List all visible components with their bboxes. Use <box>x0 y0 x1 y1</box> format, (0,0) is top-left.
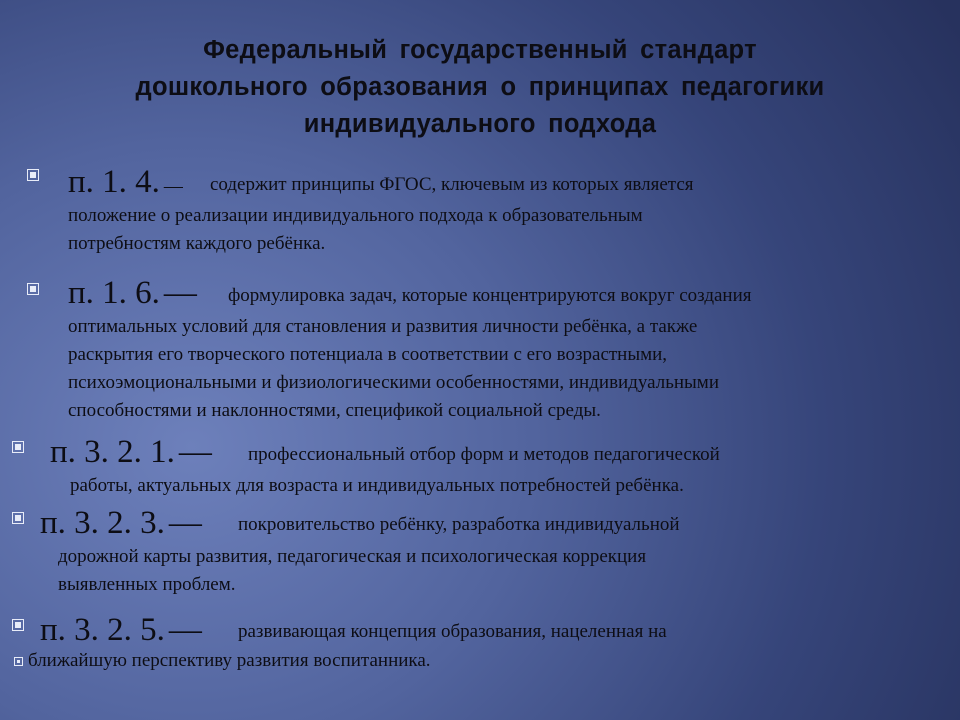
title-line: индивидуального подхода <box>303 110 657 138</box>
item-text-line: профессиональный отбор форм и методов педагогической <box>248 444 720 465</box>
item-reference: п. 3. 2. 5. <box>40 612 165 648</box>
item-text-line: развивающая концепция образования, нацеленная на <box>238 621 667 642</box>
square-bullet-icon <box>14 657 23 666</box>
square-bullet-icon <box>12 512 24 524</box>
square-bullet-icon <box>12 619 24 631</box>
item-reference: п. 3. 2. 1. <box>50 434 175 470</box>
item-text-line: способностями и наклонностями, спецификой социальной среды. <box>68 400 601 421</box>
item-text-line: работы, актуальных для возраста и индивидуальных потребностей ребёнка. <box>70 475 684 496</box>
square-bullet-icon <box>12 441 24 453</box>
item-dash: — <box>168 505 202 541</box>
square-bullet-icon <box>27 169 39 181</box>
item-text-line: психоэмоциональными и физиологическими особенностями, индивидуальными <box>68 372 719 393</box>
item-text-line: положение о реализации индивидуального подхода к образовательным <box>68 205 643 226</box>
item-text-line: содержит принципы ФГОС, ключевым из которых является <box>210 174 694 195</box>
item-text-line: раскрытия его творческого потенциала в соответствии с его возрастными, <box>68 344 668 365</box>
item-text-line: дорожной карты развития, педагогическая и психологическая коррекция <box>58 546 647 567</box>
item-reference: п. 1. 6. <box>68 275 160 311</box>
item-reference: п. 1. 4. <box>68 164 160 200</box>
item-reference: п. 3. 2. 3. <box>40 505 165 541</box>
item-text-line: покровительство ребёнку, разработка индивидуальной <box>238 514 680 535</box>
item-dash: — <box>178 434 212 470</box>
item-text-line: ближайшую перспективу развития воспитанника. <box>28 650 431 671</box>
item-text-line: оптимальных условий для становления и развития личности ребёнка, а также <box>68 316 698 337</box>
item-text-line: потребностям каждого ребёнка. <box>68 233 326 254</box>
item-dash: — <box>163 275 197 311</box>
item-dash: — <box>163 176 183 197</box>
square-bullet-icon <box>27 283 39 295</box>
item-text-line: формулировка задач, которые концентрируются вокруг создания <box>228 285 752 306</box>
title-line: Федеральный государственный стандарт <box>203 36 757 64</box>
item-dash: — <box>168 612 202 648</box>
item-text-line: выявленных проблем. <box>58 574 236 595</box>
title-line: дошкольного образования о принципах педагогики <box>135 73 825 101</box>
slide-title <box>40 32 920 143</box>
